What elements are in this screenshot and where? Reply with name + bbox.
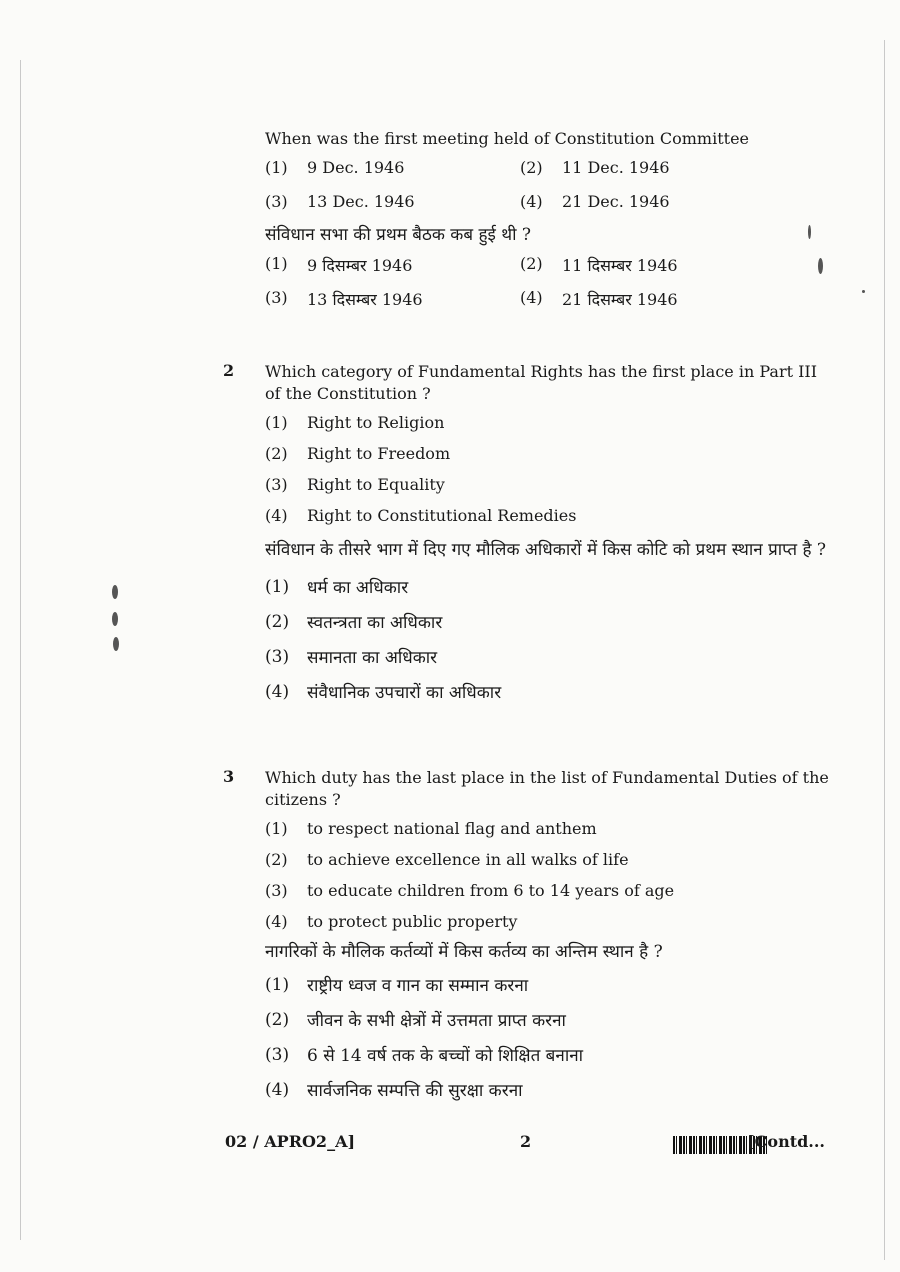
scan-mark: [112, 612, 118, 626]
option-3-hindi: (3) समानता का अधिकार: [265, 646, 438, 668]
option-3: (3) Right to Equality: [265, 475, 445, 494]
option-3-hindi: (3) 13 दिसम्बर 1946: [265, 288, 423, 309]
paper-code: 02 / APRO2_A]: [225, 1132, 356, 1151]
option-1-hindi: (1) धर्म का अधिकार: [265, 576, 409, 598]
page-number: 2: [520, 1132, 532, 1151]
option-4: (4) 21 Dec. 1946: [520, 191, 670, 211]
scan-left-margin: [20, 60, 21, 1240]
option-2: (2) to achieve excellence in all walks of life: [265, 850, 629, 869]
scan-mark: [112, 585, 118, 599]
question-text-english: When was the first meeting held of Constitution Committee: [265, 129, 749, 148]
scan-right-margin: [884, 40, 885, 1260]
option-1-hindi: (1) राष्ट्रीय ध्वज व गान का सम्मान करना: [265, 974, 529, 996]
question-number: 3: [223, 767, 235, 786]
question-text-hindi: संविधान सभा की प्रथम बैठक कब हुई थी ?: [265, 225, 532, 245]
page-footer: [225, 1132, 825, 1156]
option-2: (2) 11 Dec. 1946: [520, 157, 670, 177]
option-1: (1) to respect national flag and anthem: [265, 819, 597, 838]
continued-label: [Contd...: [747, 1132, 825, 1151]
question-3: [223, 767, 835, 1107]
option-3: (3) 13 Dec. 1946: [265, 191, 415, 211]
question-text-english: Which duty has the last place in the list of Fundamental Duties of the citizens ?: [265, 768, 829, 809]
question-text-hindi: संविधान के तीसरे भाग में दिए गए मौलिक अधिकारों में किस कोटि को प्रथम स्थान प्राप्त है ?: [265, 540, 827, 560]
option-3: (3) to educate children from 6 to 14 years of age: [265, 881, 675, 900]
question-text-hindi: नागरिकों के मौलिक कर्तव्यों में किस कर्तव्य का अन्तिम स्थान है ?: [265, 942, 663, 962]
options-list-hindi: [265, 569, 835, 709]
option-4: (4) Right to Constitutional Remedies: [265, 506, 577, 525]
option-4: (4) to protect public property: [265, 912, 518, 931]
question-1: [265, 128, 835, 316]
options-list-hindi: [265, 967, 835, 1107]
option-2-hindi: (2) 11 दिसम्बर 1946: [520, 254, 678, 275]
options-list: [265, 407, 835, 531]
options-row-hindi: [265, 248, 835, 282]
option-2: (2) Right to Freedom: [265, 444, 451, 463]
options-row: [265, 150, 835, 184]
option-1: (1) Right to Religion: [265, 413, 445, 432]
option-4-hindi: (4) 21 दिसम्बर 1946: [520, 288, 678, 309]
options-row-hindi: [265, 282, 835, 316]
question-2: [223, 361, 835, 709]
option-4-hindi: (4) सार्वजनिक सम्पत्ति की सुरक्षा करना: [265, 1079, 523, 1101]
option-3-hindi: (3) 6 से 14 वर्ष तक के बच्चों को शिक्षित बनाना: [265, 1044, 584, 1066]
option-2-hindi: (2) जीवन के सभी क्षेत्रों में उत्तमता प्राप्त करना: [265, 1009, 566, 1031]
question-number: 2: [223, 361, 235, 380]
option-1-hindi: (1) 9 दिसम्बर 1946: [265, 254, 413, 275]
option-1: (1) 9 Dec. 1946: [265, 157, 405, 177]
options-list: [265, 813, 835, 937]
question-text-english: Which category of Fundamental Rights has the first place in Part III of the Constitution ?: [265, 362, 818, 403]
option-2-hindi: (2) स्वतन्त्रता का अधिकार: [265, 611, 443, 633]
scan-mark: [113, 637, 119, 651]
options-row: [265, 184, 835, 218]
scan-mark: [862, 290, 865, 293]
option-4-hindi: (4) संवैधानिक उपचारों का अधिकार: [265, 681, 502, 703]
